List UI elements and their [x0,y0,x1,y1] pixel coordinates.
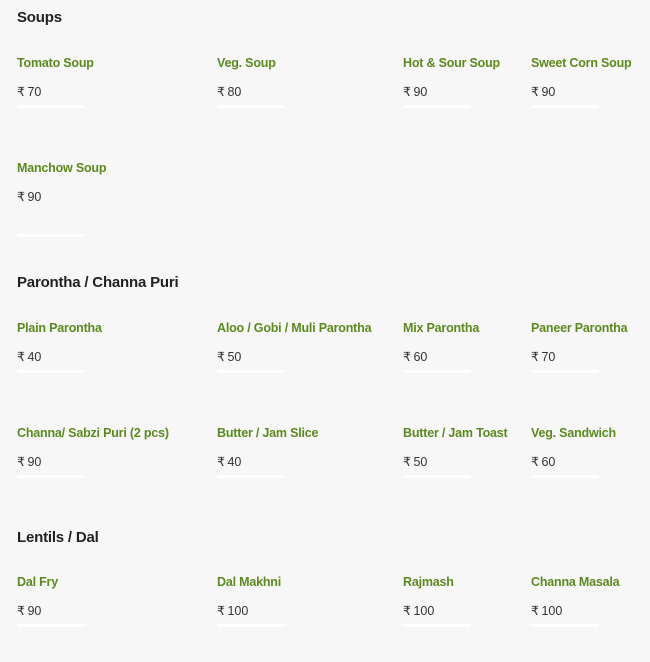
rupee-icon: ₹ [403,350,411,364]
menu-item-veg-sandwich[interactable] [531,426,646,478]
item-name[interactable]: Rajmash [403,575,454,589]
item-price: ₹ 40 [17,350,42,364]
item-price: ₹ 80 [217,85,242,99]
menu-item-mix-parontha[interactable] [403,321,528,373]
rupee-icon: ₹ [403,455,411,469]
item-divider [403,370,471,373]
menu-item-manchow-soup[interactable] [17,161,197,237]
rupee-icon: ₹ [217,350,225,364]
item-name[interactable]: Plain Parontha [17,321,102,335]
rupee-icon: ₹ [403,604,411,618]
rupee-icon: ₹ [217,604,225,618]
item-divider [17,234,85,237]
item-name[interactable]: Mix Parontha [403,321,480,335]
item-price: ₹ 50 [217,350,242,364]
rupee-icon: ₹ [17,350,25,364]
item-divider [403,105,471,108]
rupee-icon: ₹ [531,604,539,618]
item-divider [403,624,471,627]
rupee-icon: ₹ [531,85,539,99]
item-price: ₹ 90 [17,190,42,204]
item-divider [17,370,85,373]
menu-item-paneer-parontha[interactable] [531,321,646,373]
menu-item-hot-sour-soup[interactable] [403,56,528,108]
item-price: ₹ 50 [403,455,428,469]
section-title-parontha: Parontha / Channa Puri [17,274,179,291]
item-price: ₹ 60 [531,455,556,469]
item-divider [531,105,599,108]
rupee-icon: ₹ [403,85,411,99]
rupee-icon: ₹ [17,190,25,204]
rupee-icon: ₹ [17,604,25,618]
item-price: ₹ 100 [217,604,249,618]
menu-item-dal-makhni[interactable] [217,575,397,627]
item-divider [531,475,599,478]
item-divider [531,370,599,373]
menu-item-butter-jam-slice[interactable] [217,426,397,478]
rupee-icon: ₹ [217,85,225,99]
menu-item-dal-fry[interactable] [17,575,197,627]
item-divider [217,624,285,627]
menu-item-aloo-gobi-muli-parontha[interactable] [217,321,397,373]
menu-item-rajmash[interactable] [403,575,528,627]
item-price: ₹ 70 [531,350,556,364]
menu-item-butter-jam-toast[interactable] [403,426,528,478]
rupee-icon: ₹ [531,455,539,469]
rupee-icon: ₹ [17,85,25,99]
item-divider [217,475,285,478]
item-name[interactable]: Tomato Soup [17,56,94,70]
item-divider [217,105,285,108]
item-divider [17,624,85,627]
item-price: ₹ 70 [17,85,42,99]
item-divider [531,624,599,627]
item-price: ₹ 90 [17,604,42,618]
item-name[interactable]: Channa Masala [531,575,620,589]
item-price: ₹ 100 [531,604,563,618]
item-divider [17,105,85,108]
item-divider [217,370,285,373]
item-price: ₹ 40 [217,455,242,469]
menu-item-tomato-soup[interactable] [17,56,197,108]
item-price: ₹ 100 [403,604,435,618]
menu-item-channa-sabzi-puri[interactable] [17,426,197,478]
item-name[interactable]: Manchow Soup [17,161,107,175]
item-name[interactable]: Dal Fry [17,575,58,589]
item-name[interactable]: Aloo / Gobi / Muli Parontha [217,321,372,335]
menu-item-plain-parontha[interactable] [17,321,197,373]
item-price: ₹ 60 [403,350,428,364]
item-name[interactable]: Paneer Parontha [531,321,628,335]
section-title-soups: Soups [17,9,62,26]
item-name[interactable]: Channa/ Sabzi Puri (2 pcs) [17,426,169,440]
item-name[interactable]: Veg. Sandwich [531,426,616,440]
menu-item-sweet-corn-soup[interactable] [531,56,646,108]
rupee-icon: ₹ [531,350,539,364]
item-name[interactable]: Butter / Jam Toast [403,426,508,440]
item-divider [403,475,471,478]
item-name[interactable]: Butter / Jam Slice [217,426,319,440]
item-divider [17,475,85,478]
menu-item-veg-soup[interactable] [217,56,397,108]
menu-item-channa-masala[interactable] [531,575,646,627]
item-name[interactable]: Sweet Corn Soup [531,56,632,70]
item-price: ₹ 90 [403,85,428,99]
rupee-icon: ₹ [217,455,225,469]
section-title-lentils-dal: Lentils / Dal [17,529,99,546]
item-price: ₹ 90 [531,85,556,99]
item-name[interactable]: Hot & Sour Soup [403,56,500,70]
item-name[interactable]: Veg. Soup [217,56,276,70]
rupee-icon: ₹ [17,455,25,469]
item-name[interactable]: Dal Makhni [217,575,281,589]
item-price: ₹ 90 [17,455,42,469]
